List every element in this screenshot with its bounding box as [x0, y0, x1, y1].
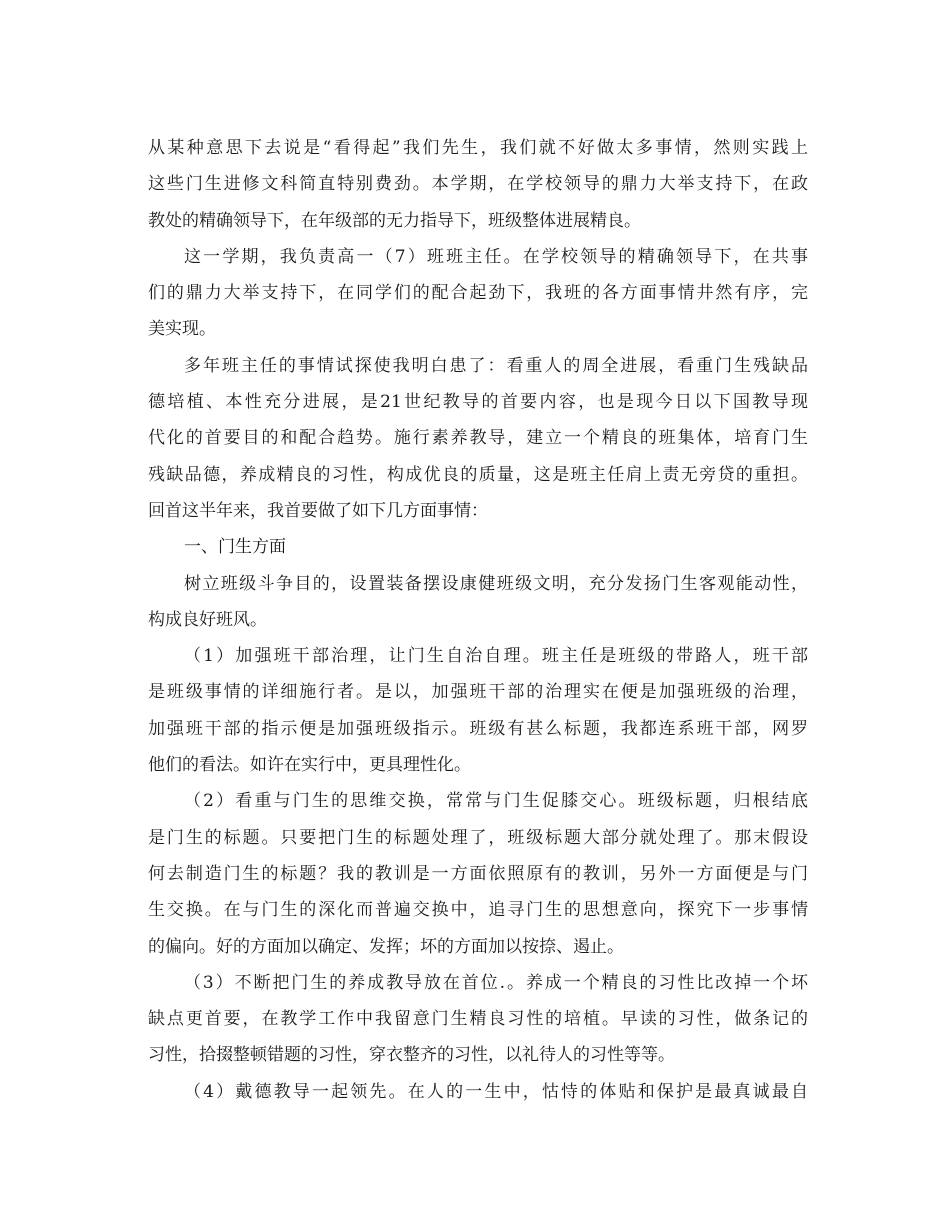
- text-line: 们的鼎力大举支持下，在同学们的配合起劲下，我班的各方面事情井然有序，完: [148, 283, 808, 304]
- paragraph: [148, 348, 808, 529]
- text-line: （4）戴德教导一起领先。在人的一生中，怙恃的体贴和保护是最真诚最自: [184, 1081, 808, 1102]
- text-line: 缺点更首要，在教学工作中我留意门生精良习性的培植。早读的习性，做条记的: [148, 1009, 808, 1030]
- paragraph: [148, 130, 808, 239]
- text-line: 代化的首要目的和配合趋势。施行素养教导，建立一个精良的班集体，培育门生: [148, 428, 808, 449]
- text-line: （1）加强班干部治理，让门生自治自理。班主任是班级的带路人，班干部: [184, 646, 808, 667]
- text-line: 一、门生方面: [184, 537, 286, 558]
- text-line: 习性，拾掇整顿错题的习性，穿衣整齐的习性，以礼待人的习性等等。: [148, 1045, 675, 1066]
- text-line: 美实现。: [148, 319, 216, 340]
- document-body: [148, 130, 808, 1110]
- paragraph: [148, 239, 808, 348]
- text-line: 构成良好班风。: [148, 609, 267, 630]
- text-line: 加强班干部的指示便是加强班级指示。班级有甚么标题，我都连系班干部，网罗: [148, 718, 808, 739]
- text-line: （3）不断把门生的养成教导放在首位.。养成一个精良的习性比改掉一个坏: [184, 972, 808, 993]
- paragraph: [148, 529, 808, 565]
- paragraph: [148, 783, 808, 964]
- text-line: 这些门生进修文科简直特别费劲。本学期，在学校领导的鼎力大举支持下，在政: [148, 174, 808, 195]
- text-line: 的偏向。好的方面加以确定、发挥；坏的方面加以按捺、遏止。: [148, 936, 624, 957]
- text-line: 是班级事情的详细施行者。是以，加强班干部的治理实在便是加强班级的治理，: [148, 682, 808, 703]
- text-line: 树立班级斗争目的，设置装备摆设康健班级文明，充分发扬门生客观能动性，: [184, 573, 808, 594]
- text-line: 残缺品德，养成精良的习性，构成优良的质量，这是班主任肩上责无旁贷的重担。: [148, 464, 808, 485]
- text-line: 何去制造门生的标题？我的教训是一方面依照原有的教训，另外一方面便是与门: [148, 863, 808, 884]
- paragraph: [148, 965, 808, 1074]
- text-line: 德培植、本性充分进展，是21世纪教导的首要内容，也是现今日以下国教导现: [148, 392, 808, 413]
- text-line: 回首这半年来，我首要做了如下几方面事情：: [148, 500, 488, 521]
- text-line: 从某种意思下去说是“看得起”我们先生，我们就不好做太多事情，然则实践上: [148, 138, 808, 158]
- text-line: 是门生的标题。只要把门生的标题处理了，班级标题大部分就处理了。那末假设: [148, 827, 808, 848]
- paragraph: [148, 1074, 808, 1110]
- text-line: （2）看重与门生的思维交换，常常与门生促膝交心。班级标题，归根结底: [184, 791, 808, 812]
- paragraph: [148, 566, 808, 639]
- text-line: 他们的看法。如许在实行中，更具理性化。: [148, 755, 471, 776]
- paragraph: [148, 638, 808, 783]
- text-line: 生交换。在与门生的深化而普遍交换中，追寻门生的思想意向，探究下一步事情: [148, 900, 808, 921]
- text-line: 多年班主任的事情试探使我明白患了：看重人的周全进展，看重门生残缺品: [184, 355, 808, 376]
- document-page: [148, 130, 808, 1110]
- text-line: 这一学期，我负责高一（7）班班主任。在学校领导的精确领导下，在共事: [184, 246, 808, 267]
- text-line: 教处的精确领导下，在年级部的无力指导下，班级整体进展精良。: [148, 210, 641, 231]
